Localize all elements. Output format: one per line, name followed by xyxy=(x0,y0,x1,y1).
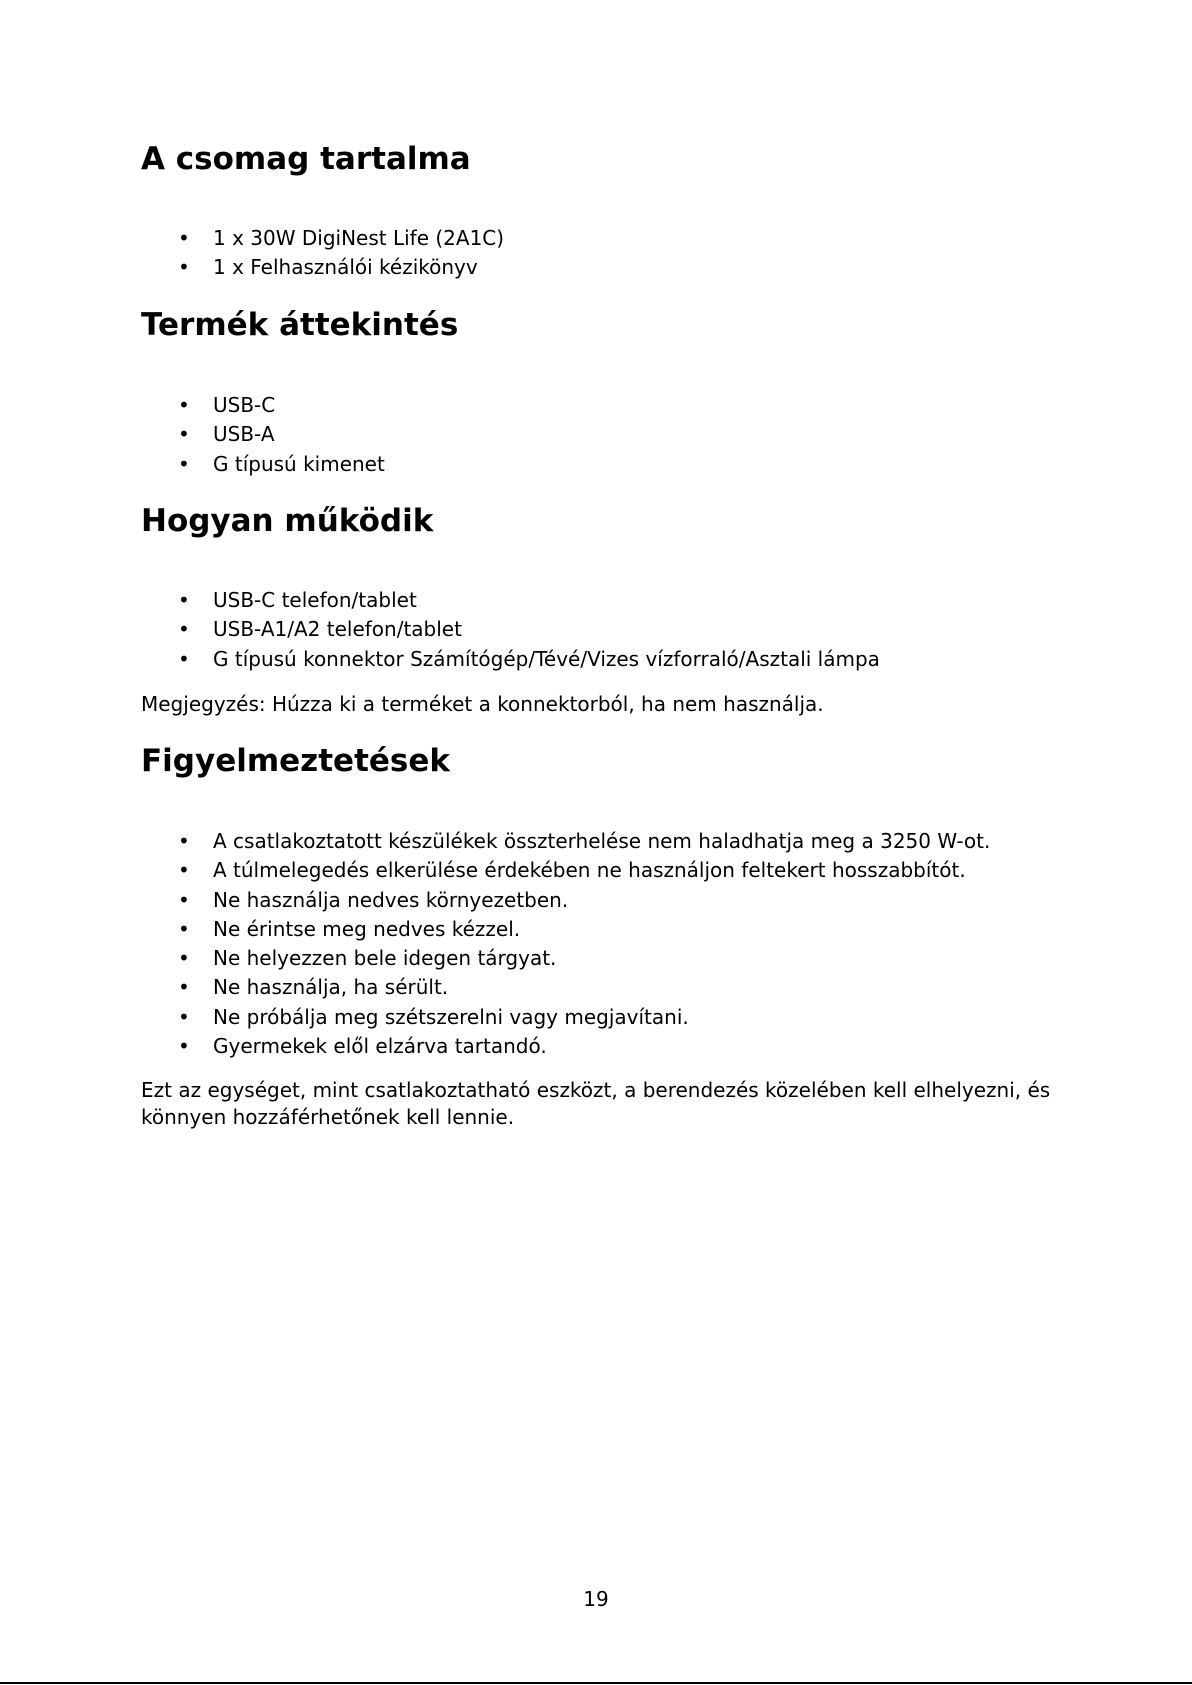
list-item: • Ne helyezzen bele idegen tárgyat. xyxy=(141,944,990,973)
list-item: • Ne használja nedves környezetben. xyxy=(141,886,990,915)
bullet-icon: • xyxy=(178,588,190,612)
list-item: • A csatlakoztatott készülékek összterhelése nem haladhatja meg a 3250 W-ot. xyxy=(141,827,990,856)
list-item: • 1 x Felhasználói kézikönyv xyxy=(141,253,504,282)
list-item: • USB-A xyxy=(141,420,385,449)
bullet-icon: • xyxy=(178,393,190,417)
bullet-icon: • xyxy=(178,646,190,671)
bullet-icon: • xyxy=(178,887,190,912)
list-item: • G típusú kimenet xyxy=(141,450,385,479)
package-contents-list xyxy=(141,224,504,283)
bullet-icon: • xyxy=(178,829,190,853)
list-item: • G típusú konnektor Számítógép/Tévé/Vizes vízforraló/Asztali lámpa xyxy=(141,645,880,674)
section-heading-warnings: Figyelmeztetések xyxy=(141,743,451,779)
page-number: 19 xyxy=(583,1587,609,1611)
how-it-works-list xyxy=(141,586,880,674)
list-item: • A túlmelegedés elkerülése érdekében ne használjon feltekert hosszabbítót. xyxy=(141,856,990,885)
list-item: • Gyermekek elől elzárva tartandó. xyxy=(141,1032,990,1061)
bullet-icon: • xyxy=(178,617,190,642)
section-heading-how-it-works: Hogyan működik xyxy=(141,503,434,539)
bullet-icon: • xyxy=(178,1004,190,1029)
list-item: • USB-C xyxy=(141,391,385,420)
bullet-icon: • xyxy=(178,226,190,250)
bullet-icon: • xyxy=(178,946,190,971)
bullet-icon: • xyxy=(178,255,190,280)
usage-note: Megjegyzés: Húzza ki a terméket a konnektorból, ha nem használja. xyxy=(141,692,824,716)
list-item: • USB-A1/A2 telefon/tablet xyxy=(141,615,880,644)
list-item: • Ne használja, ha sérült. xyxy=(141,973,990,1002)
bullet-icon: • xyxy=(178,422,190,447)
bottom-rule xyxy=(0,1682,1192,1684)
section-heading-package-contents: A csomag tartalma xyxy=(141,141,471,177)
bullet-icon: • xyxy=(178,916,190,941)
list-item: • Ne érintse meg nedves kézzel. xyxy=(141,915,990,944)
warnings-list xyxy=(141,827,990,1061)
bullet-icon: • xyxy=(178,451,190,476)
placement-note: Ezt az egységet, mint csatlakoztatható eszközt, a berendezés közelében kell elhelyezni, és könnyen hozzáférhetőnek kell lennie. xyxy=(141,1078,1051,1129)
section-heading-product-overview: Termék áttekintés xyxy=(141,307,459,343)
product-overview-list xyxy=(141,391,385,479)
bullet-icon: • xyxy=(178,975,190,1000)
list-item: • 1 x 30W DigiNest Life (2A1C) xyxy=(141,224,504,253)
list-item: • USB-C telefon/tablet xyxy=(141,586,880,615)
list-item: • Ne próbálja meg szétszerelni vagy megjavítani. xyxy=(141,1003,990,1032)
bullet-icon: • xyxy=(178,858,190,883)
bullet-icon: • xyxy=(178,1034,190,1059)
